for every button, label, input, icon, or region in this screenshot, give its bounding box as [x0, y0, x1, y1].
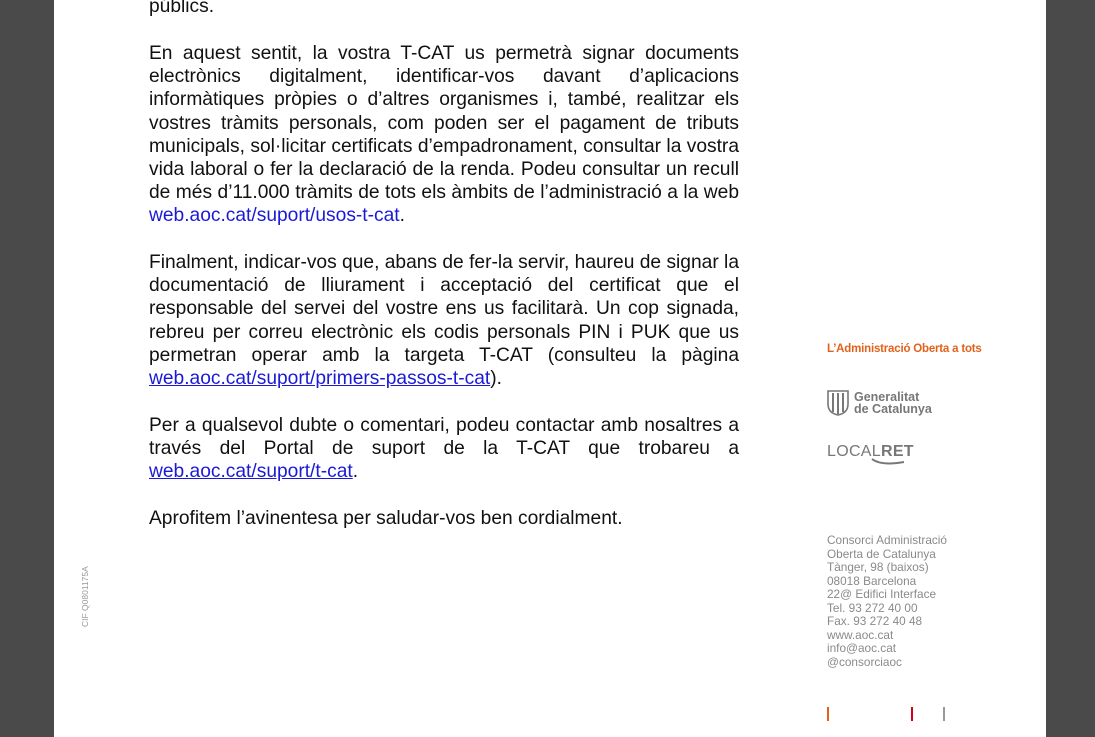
paragraph-2-text: Finalment, indicar-vos que, abans de fer-la servir, haureu de signar la documentació de lliurament i acceptació del certificat que el responsable del servei del vostre ens us facilitarà. Un cop signada, rebreu per correu electrònic els codis personals PIN i PUK que us permetran operar amb la targeta T-CAT (consulteu la pàgina [149, 252, 739, 366]
suport-tcat-link[interactable]: web.aoc.cat/suport/t-cat [149, 461, 353, 483]
orange-bar-mark [827, 707, 829, 721]
generalitat-line-2: de Catalunya [854, 402, 932, 416]
address-line: www.aoc.cat [827, 627, 894, 642]
generalitat-logo [827, 390, 932, 416]
primers-passos-link[interactable]: web.aoc.cat/suport/primers-passos-t-cat [149, 368, 491, 390]
localret-logo [827, 443, 914, 461]
cif-vertical-text: CIF Q0801175A [80, 566, 90, 627]
paragraph-4-text: Aprofitem l’avinentesa per saludar-vos ben cordialment. [149, 508, 623, 529]
red-bar-mark [911, 707, 913, 721]
aoc-tagline: L’Administració Oberta a tots [827, 343, 982, 355]
address-line: @consorciaoc [827, 654, 902, 669]
paragraph-closing [149, 507, 739, 530]
address-line: Consorci Administració [827, 533, 947, 547]
address-line: Tànger, 98 (baixos) [827, 560, 929, 574]
address-line: info@aoc.cat [827, 641, 897, 655]
paragraph-1-text: En aquest sentit, la vostra T-CAT us permetrà signar documents electrònics digitalment, identificar-vos davant d’aplicacions informàtiques pròpies o d’altres organismes i, també, realitzar els vostres tràmits personals, com poden ser el pagament de tributs municipals, sol·licitar certificats d’empadronament, consultar la vostra vida laboral o fer la declaració de la renda. Podeu consultar un recull de més d’11.000 tràmits de tots els àmbits de l’administració a la web [149, 43, 739, 204]
localret-ret: RET [880, 443, 914, 460]
localret-swoosh-icon [871, 458, 905, 466]
usos-tcat-link[interactable]: web.aoc.cat/suport/usos-t-cat [149, 205, 400, 227]
generalitat-emblem-icon [827, 390, 849, 416]
address-line: Fax. 93 272 40 48 [827, 614, 923, 628]
paragraph-3-end: . [352, 461, 359, 483]
paragraph-0-text: públics. [149, 0, 215, 17]
generalitat-line-1: Generalitat [854, 389, 920, 404]
paragraph-tcat-uses [149, 42, 739, 228]
paragraph-3-text: Per a qualsevol dubte o comentari, podeu contactar amb nosaltres a través del Portal de suport de la T-CAT que trobareu a [149, 415, 739, 460]
address-line: Tel. 93 272 40 00 [827, 600, 918, 615]
paragraph-support [149, 414, 739, 484]
paragraph-continuation [149, 0, 739, 18]
address-line: 08018 Barcelona [827, 573, 917, 588]
paragraph-2-end: ). [490, 368, 502, 390]
paragraph-1-end: . [399, 205, 405, 227]
document-page [54, 0, 1046, 737]
paragraph-activation [149, 251, 739, 390]
address-line: Oberta de Catalunya [827, 546, 936, 561]
gray-bar-mark [943, 707, 945, 721]
localret-local: LOCAL [827, 443, 881, 460]
address-line: 22@ Edifici Interface [827, 587, 937, 601]
address-block [827, 534, 947, 669]
